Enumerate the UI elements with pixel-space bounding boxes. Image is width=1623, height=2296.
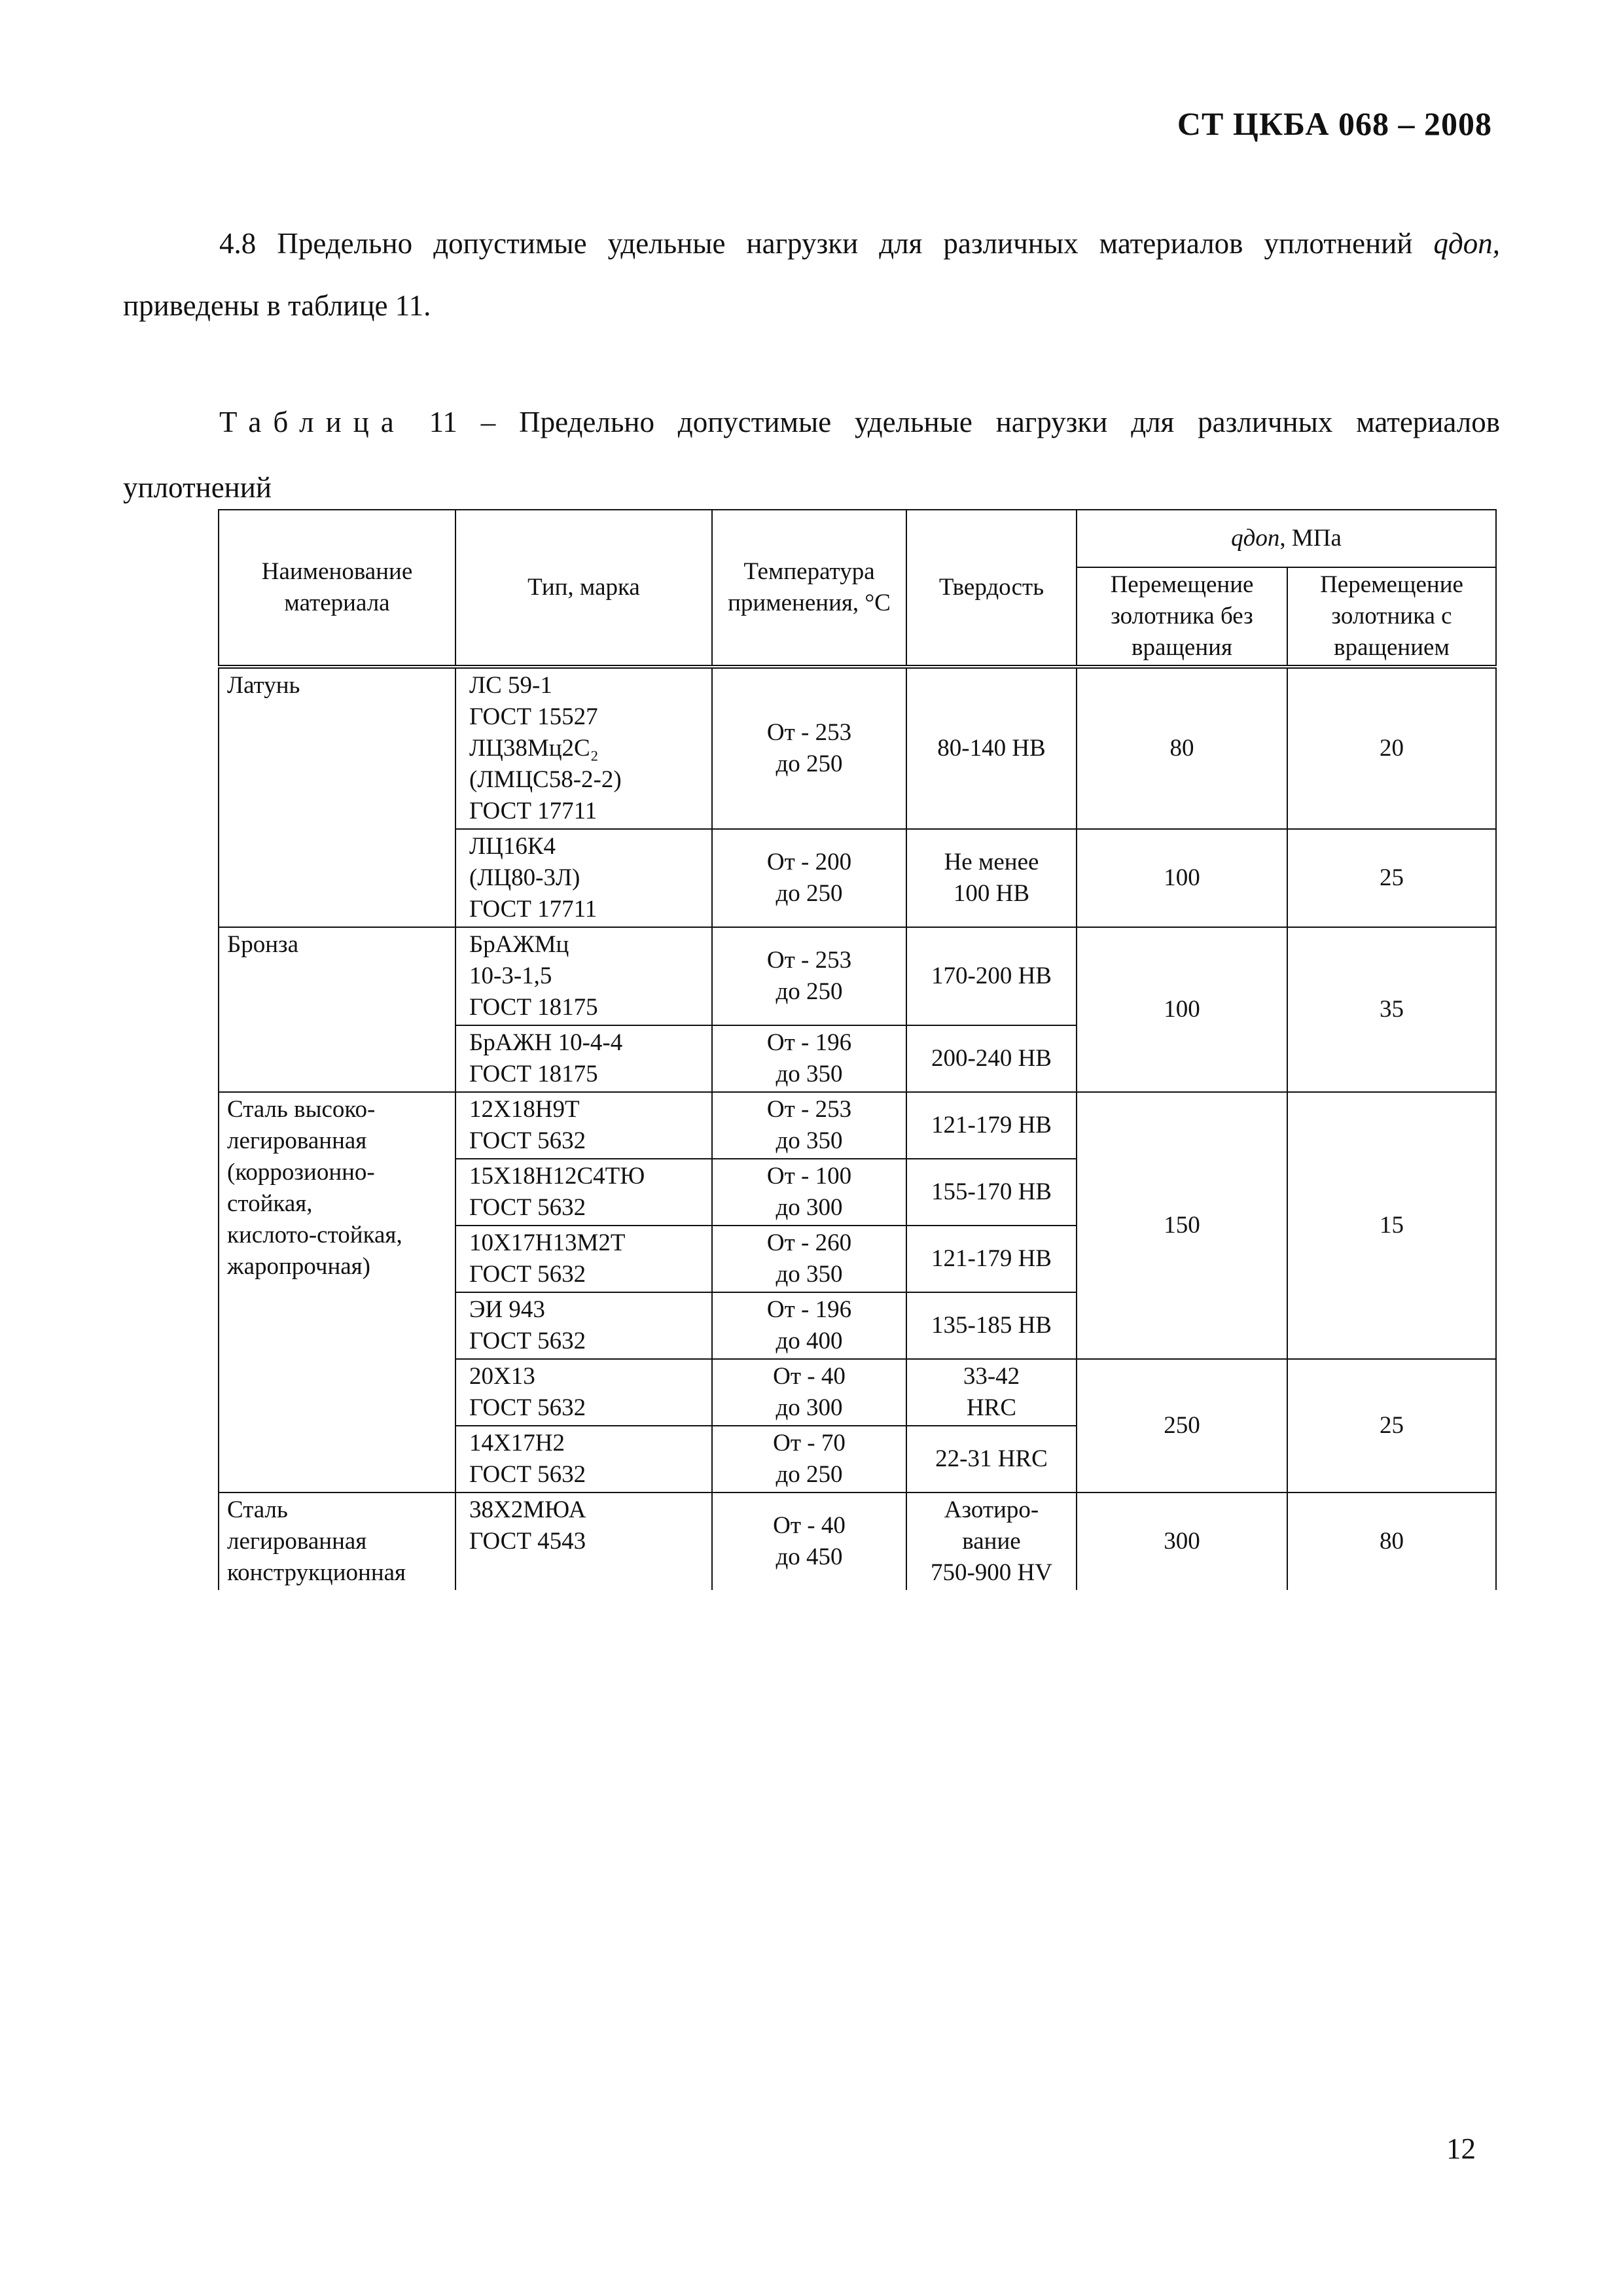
table-cell-temperature: От - 253 до 250 bbox=[712, 927, 906, 1025]
table-cell-temperature: От - 260 до 350 bbox=[712, 1226, 906, 1292]
table-cell-grade: 38Х2МЮА ГОСТ 4543 bbox=[455, 1492, 712, 1590]
table-cell-temperature: От - 70 до 250 bbox=[712, 1426, 906, 1492]
caption-title-line2: уплотнений bbox=[123, 471, 272, 504]
table-cell-temperature: От - 200 до 250 bbox=[712, 829, 906, 927]
header-q-allowable bbox=[1077, 510, 1496, 567]
table-cell-temperature: От - 40 до 450 bbox=[712, 1492, 906, 1590]
intro-text-line2: приведены в таблице 11. bbox=[123, 289, 431, 322]
table-cell-hardness: Не менее 100 НВ bbox=[906, 829, 1077, 927]
material-bronze: Бронза bbox=[219, 927, 455, 1092]
table-cell-temperature: От - 253 до 350 bbox=[712, 1092, 906, 1159]
table-cell-hardness: Азотиро- вание 750-900 HV bbox=[906, 1492, 1077, 1590]
header-material: Наименование материала bbox=[219, 510, 455, 667]
table-cell-q-with-rotation: 80 bbox=[1287, 1492, 1496, 1590]
table-cell-temperature: От - 100 до 300 bbox=[712, 1159, 906, 1226]
material-alloy-structural-steel: Сталь легированная конструкционная bbox=[219, 1492, 455, 1590]
table-cell-grade: ЛЦ16К4 (ЛЦ80-3Л) ГОСТ 17711 bbox=[455, 829, 712, 927]
document-code: СТ ЦКБА 068 – 2008 bbox=[1177, 105, 1492, 142]
table-cell-hardness: 170-200 НВ bbox=[906, 927, 1077, 1025]
q-symbol: qдоп bbox=[1231, 525, 1280, 552]
table-caption bbox=[123, 389, 1500, 520]
table-cell-temperature: От - 196 до 350 bbox=[712, 1025, 906, 1092]
table-cell-temperature: От - 196 до 400 bbox=[712, 1292, 906, 1359]
table-cell-q-without-rotation: 300 bbox=[1077, 1492, 1287, 1590]
table-cell-q-without-rotation: 80 bbox=[1077, 667, 1287, 829]
header-without-rotation: Перемещение золотника без вращения bbox=[1077, 567, 1287, 667]
intro-text: 4.8 Предельно допустимые удельные нагрузки для различных материалов уплотнений bbox=[219, 227, 1434, 260]
header-temperature: Температура применения, °С bbox=[712, 510, 906, 667]
table-cell-q-with-rotation: 15 bbox=[1287, 1092, 1496, 1359]
table-cell-temperature: От - 253 до 250 bbox=[712, 667, 906, 829]
page-number: 12 bbox=[1446, 2132, 1476, 2165]
table-cell-grade: 12Х18Н9Т ГОСТ 5632 bbox=[455, 1092, 712, 1159]
table-cell-grade: 10Х17Н13М2Т ГОСТ 5632 bbox=[455, 1226, 712, 1292]
caption-title: 11 – Предельно допустимые удельные нагрузки для различных материалов bbox=[405, 406, 1500, 438]
q-unit: , МПа bbox=[1279, 525, 1342, 552]
table-cell-q-with-rotation: 35 bbox=[1287, 927, 1496, 1092]
table-cell-q-with-rotation: 25 bbox=[1287, 829, 1496, 927]
load-limits-table bbox=[218, 509, 1495, 1590]
table-cell-hardness: 80-140 НВ bbox=[906, 667, 1077, 829]
table-cell-grade: БрАЖМц 10-3-1,5 ГОСТ 18175 bbox=[455, 927, 712, 1025]
table-cell-hardness: 33-42 HRC bbox=[906, 1359, 1077, 1426]
table-cell-hardness: 22-31 HRC bbox=[906, 1426, 1077, 1492]
table-cell-q-without-rotation: 250 bbox=[1077, 1359, 1287, 1492]
table-cell-grade: ЛС 59-1 ГОСТ 15527 ЛЦ38Мц2С₂ (ЛМЦС58-2-2) ГОСТ 17711 bbox=[455, 667, 712, 829]
table-cell-grade: 15Х18Н12С4ТЮ ГОСТ 5632 bbox=[455, 1159, 712, 1226]
header-grade: Тип, марка bbox=[455, 510, 712, 667]
table-cell-hardness: 135-185 НВ bbox=[906, 1292, 1077, 1359]
caption-label: Таблица bbox=[219, 406, 406, 438]
table-cell-grade: 14Х17Н2 ГОСТ 5632 bbox=[455, 1426, 712, 1492]
material-high-alloy-steel: Сталь высоко- легированная (коррозионно- стойкая, кислото-стойкая, жаропрочная) bbox=[219, 1092, 455, 1492]
table-cell-q-without-rotation: 150 bbox=[1077, 1092, 1287, 1359]
table-cell-grade: 20Х13 ГОСТ 5632 bbox=[455, 1359, 712, 1426]
header-with-rotation: Перемещение золотника с вращением bbox=[1287, 567, 1496, 667]
header-hardness: Твердость bbox=[906, 510, 1077, 667]
intro-paragraph bbox=[123, 213, 1500, 337]
table-cell-q-without-rotation: 100 bbox=[1077, 829, 1287, 927]
table-cell-q-with-rotation: 20 bbox=[1287, 667, 1496, 829]
table-cell-q-with-rotation: 25 bbox=[1287, 1359, 1496, 1492]
table-cell-grade: ЭИ 943 ГОСТ 5632 bbox=[455, 1292, 712, 1359]
table-cell-grade: БрАЖН 10-4-4 ГОСТ 18175 bbox=[455, 1025, 712, 1092]
table-cell-q-without-rotation: 100 bbox=[1077, 927, 1287, 1092]
table-cell-hardness: 155-170 НВ bbox=[906, 1159, 1077, 1226]
table-cell-hardness: 121-179 НВ bbox=[906, 1226, 1077, 1292]
material-brass: Латунь bbox=[219, 667, 455, 927]
table-cell-hardness: 200-240 НВ bbox=[906, 1025, 1077, 1092]
q-symbol: qдоп, bbox=[1433, 227, 1500, 260]
table-cell-hardness: 121-179 НВ bbox=[906, 1092, 1077, 1159]
table-cell-temperature: От - 40 до 300 bbox=[712, 1359, 906, 1426]
